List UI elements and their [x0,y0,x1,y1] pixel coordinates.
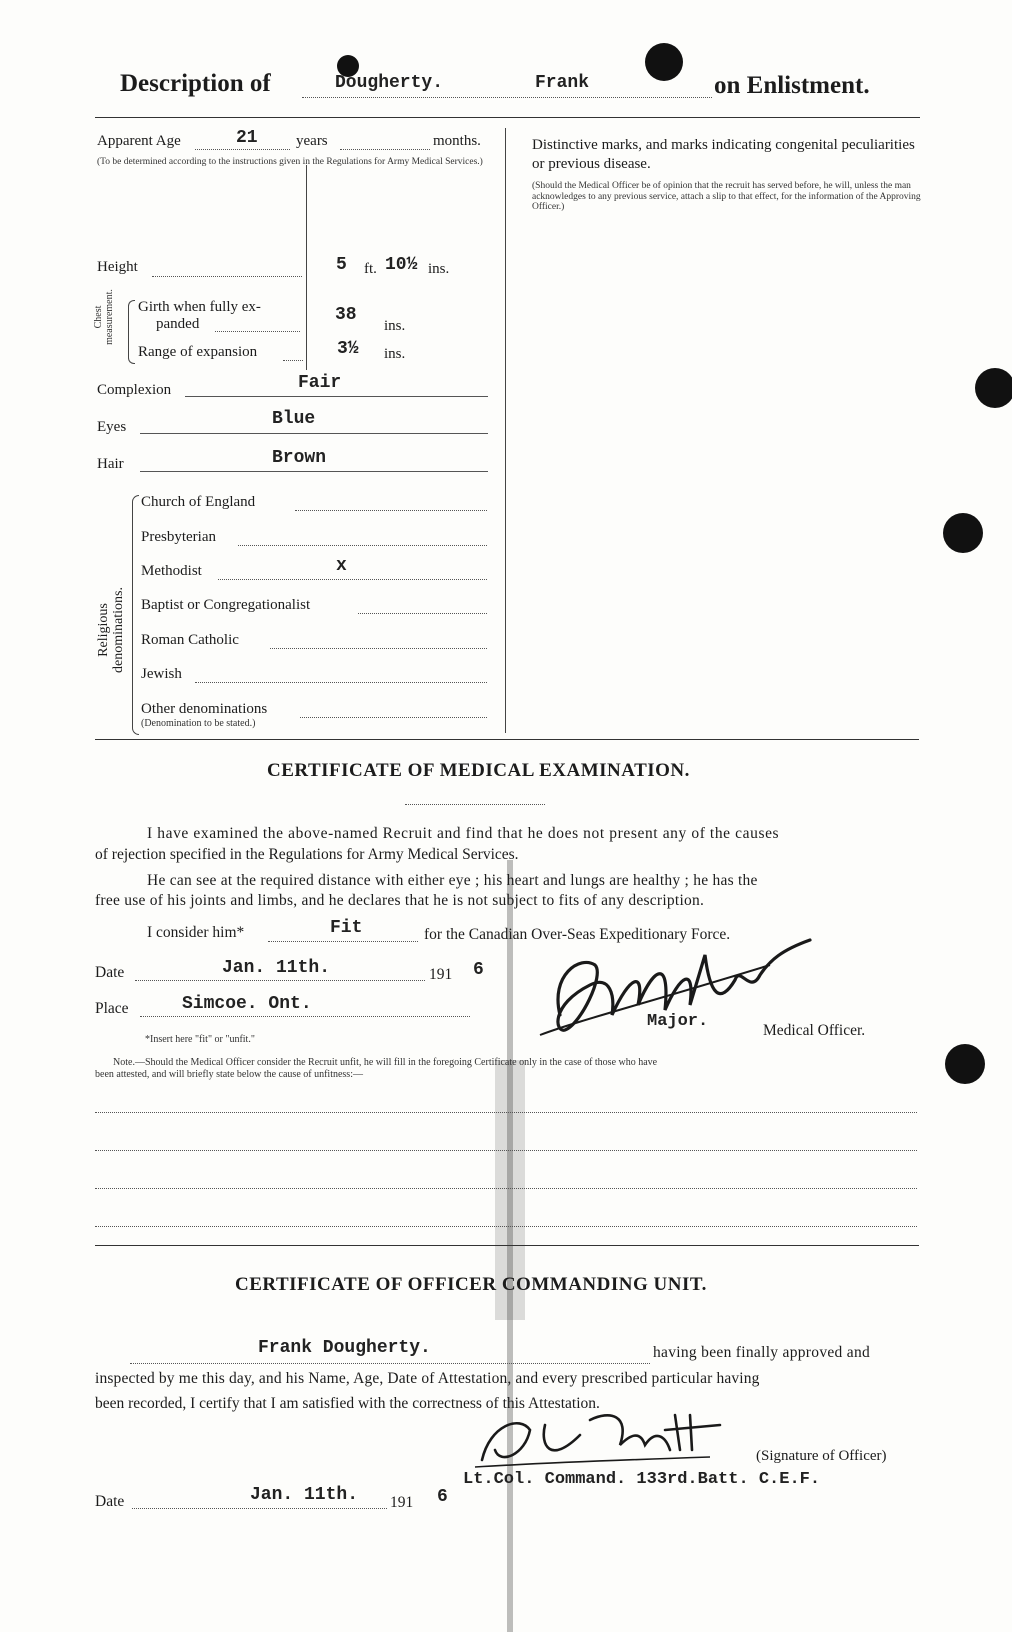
ft-label: ft. [364,261,377,277]
religion-other-note: (Denomination to be stated.) [141,718,256,729]
range-value: 3½ [337,339,359,359]
medical-year-digit: 6 [473,960,484,980]
religion-dotline-0 [295,510,487,511]
height-ins-label: ins. [428,261,450,277]
insert-note: *Insert here "fit" or "unfit." [145,1034,255,1045]
unfit-line-3 [95,1188,917,1189]
complexion-label: Complexion [97,382,172,398]
medical-date-value: Jan. 11th. [222,958,331,978]
place-label: Place [95,1000,129,1017]
religion-dotline-6 [300,717,487,718]
medical-date-label: Date [95,964,125,981]
consider-suffix: for the Canadian Over-Seas Expeditionary Force. [424,926,731,943]
medical-para1-line1: I have examined the above-named Recruit and find that he does not present any of the causes [147,825,780,842]
religion-dotline-3 [358,613,487,614]
medical-para2-line2: free use of his joints and limbs, and he declares that he is not subject to fits of any description. [95,892,705,909]
commanding-line1-suffix: having been finally approved and [653,1344,871,1361]
medical-title: CERTIFICATE OF MEDICAL EXAMINATION. [267,760,690,781]
methodist-mark: x [336,556,347,576]
height-feet: 5 [336,255,347,275]
months-label: months. [433,133,481,149]
commanding-date-value: Jan. 11th. [250,1485,359,1505]
unfit-line-4 [95,1226,917,1227]
apparent-age-label: Apparent Age [97,133,181,149]
girth-label-2: panded [156,316,200,332]
marks-note: (Should the Medical Officer be of opinion that the recruit has served before, he will, unless the man acknowledges to any previous service, attach a slip to that effect, for the information of the Approving Officer.) [532,181,921,212]
complexion-value: Fair [298,373,342,393]
commanding-year-digit: 6 [437,1487,448,1507]
commanding-year-prefix: 191 [390,1494,414,1511]
age-dotline [195,149,290,150]
medical-para2-line1: He can see at the required distance with either eye ; his heart and lungs are healthy ; he has the [147,872,758,889]
medical-officer-label: Medical Officer. [763,1022,866,1039]
religion-brace [132,495,139,735]
place-dotline [140,1016,470,1017]
header-given-name: Frank [535,73,590,93]
column-divider [505,128,506,733]
signature-of-officer-label: (Signature of Officer) [756,1448,887,1464]
age-note: (To be determined according to the instructions given in the Regulations for Army Medical Services.) [97,157,483,167]
religion-dotline-2 [218,579,487,580]
header-suffix: on Enlistment. [714,72,870,99]
medical-note-line2: been attested, and will briefly state below the cause of unfitness:— [95,1069,363,1080]
religion-dotline-5 [195,682,487,683]
commanding-name-dotline [130,1363,650,1364]
range-label: Range of expansion [138,344,258,360]
religion-item-methodist: Methodist [141,563,202,579]
religion-item-jewish: Jewish [141,666,182,682]
girth-unit: ins. [384,318,406,334]
commanding-date-label: Date [95,1493,125,1510]
punch-hole-top [645,43,683,81]
place-value: Simcoe. Ont. [182,994,312,1014]
value-column-divider [306,165,307,370]
religion-dotline-4 [270,648,487,649]
religion-item-baptist: Baptist or Congregationalist [141,597,311,613]
eyes-line [140,433,488,434]
unfit-line-1 [95,1112,917,1113]
medical-year-prefix: 191 [429,966,453,983]
religion-item-roman-catholic: Roman Catholic [141,632,239,648]
years-label: years [296,133,328,149]
commanding-line2: inspected by me this day, and his Name, Age, Date of Attestation, and every prescribed particular having [95,1370,760,1387]
hair-value: Brown [272,448,327,468]
religion-item-other: Other denominations [141,701,268,717]
commanding-officer-title: Lt.Col. Command. 133rd.Batt. C.E.F. [463,1470,821,1489]
header-surname: Dougherty. [335,73,444,93]
height-label: Height [97,259,138,275]
complexion-line [185,396,488,397]
commanding-date-dotline [132,1508,387,1509]
consider-value: Fit [330,918,363,938]
eyes-value: Blue [272,409,316,429]
punch-hole-edge-2 [943,513,983,553]
eyes-label: Eyes [97,419,127,435]
hair-label: Hair [97,456,124,472]
religion-dotline-1 [238,545,487,546]
medical-title-underline [405,804,545,805]
consider-dotline [268,941,418,942]
age-value: 21 [236,128,258,148]
section-rule-1 [95,739,919,740]
commanding-title: CERTIFICATE OF OFFICER COMMANDING UNIT. [235,1274,707,1295]
religion-item-presbyterian: Presbyterian [141,529,216,545]
punch-hole-edge-3 [945,1044,985,1084]
height-inches: 10½ [385,255,418,275]
commanding-name-value: Frank Dougherty. [258,1338,431,1358]
header-dotline [302,97,712,98]
section-rule-2 [95,1245,919,1246]
girth-value: 38 [335,305,357,325]
girth-label-1: Girth when fully ex- [138,299,261,315]
hair-line [140,471,488,472]
chest-side-label: Chest measurement. [93,289,115,345]
months-dotline [340,149,430,150]
commanding-line3: been recorded, I certify that I am satisfied with the correctness of this Attestation. [95,1395,600,1412]
medical-date-dotline [135,980,425,981]
range-unit: ins. [384,346,406,362]
header-prefix: Description of [120,70,271,97]
header-rule [95,117,920,118]
commanding-officer-signature [470,1405,730,1475]
punch-hole-edge-1 [975,368,1012,408]
consider-label: I consider him* [147,924,245,941]
range-dotline [283,360,303,361]
marks-title: Distinctive marks, and marks indicating congenital peculiarities or previous disease. [532,137,915,172]
medical-officer-rank: Major. [647,1012,709,1031]
religion-item-church-of-england: Church of England [141,494,256,510]
medical-para1-line2: of rejection specified in the Regulations for Army Medical Services. [95,846,519,863]
height-dotline [152,276,302,277]
chest-brace [128,300,135,364]
girth-dotline [215,331,300,332]
religion-side-label: Religious denominations. [96,587,126,673]
medical-note-line1: Note.—Should the Medical Officer consider the Recruit unfit, he will fill in the foregoing Certificate only in the case of those who have [113,1057,658,1068]
unfit-line-2 [95,1150,917,1151]
